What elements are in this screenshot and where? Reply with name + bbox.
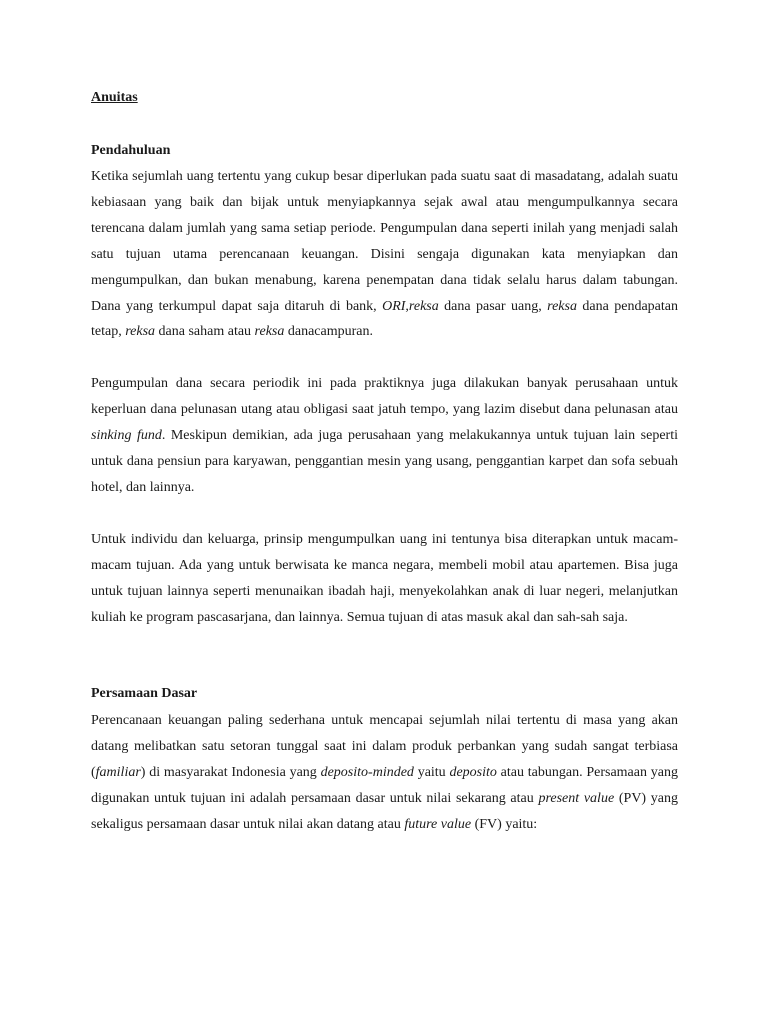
italic-term: reksa (254, 324, 285, 340)
section-heading-pendahuluan: Pendahuluan (91, 143, 171, 158)
paragraph-intro-1 (91, 164, 678, 345)
text-run: Perencanaan keuangan paling sederhana untuk mencapai sejumlah nilai tertentu di masa yang akan datang melibatkan satu setoran tunggal saat ini dalam produk perbankan yang sudah sangat terbiasa ( (91, 713, 678, 780)
italic-term: reksa (547, 298, 577, 314)
paragraph-intro-3 (91, 527, 678, 631)
text-run: (FV) yaitu: (471, 816, 538, 832)
text-run: - (368, 764, 373, 780)
italic-term: future value (404, 816, 472, 832)
text-run: Pengumpulan dana secara periodik ini pada praktiknya juga dilakukan banyak perusahaan untuk keperluan dana pelunasan utang atau obligasi saat jatuh tempo, yang lazim disebut dana pelunasan atau (91, 376, 678, 417)
text-run: . Meskipun demikian, ada juga perusahaan yang melakukannya untuk tujuan lain seperti untuk dana pensiun para karyawan, penggantian mesin yang usang, penggantian karpet dan sofa sebuah hotel, dan lainnya. (91, 427, 678, 495)
text-run: dana saham atau (155, 324, 255, 340)
text-run: dana pendapatan tetap, (91, 298, 678, 340)
text-run: yaitu (413, 764, 450, 780)
italic-term: sinking fund (91, 427, 162, 443)
italic-term: ORI (382, 298, 406, 314)
paragraph-persamaan-1 (91, 708, 678, 838)
italic-term: present value (538, 790, 615, 806)
document-title: Anuitas (91, 90, 138, 105)
text-run: danacampuran. (284, 324, 373, 340)
text-run: ) di masyarakat Indonesia yang (140, 764, 321, 780)
italic-term: familiar (95, 764, 141, 780)
paragraph-intro-2 (91, 371, 678, 501)
italic-term: deposito (449, 764, 497, 780)
italic-term: reksa (125, 324, 156, 340)
text-run: Untuk individu dan keluarga, prinsip mengumpulkan uang ini tentunya bisa diterapkan untuk macam-macam tujuan. Ada yang untuk berwisata ke manca negara, membeli mobil atau apartemen. Bisa juga untuk tujuan lainnya seperti menunaikan ibadah haji, menyekolahkan anak di luar negeri, melanjutkan kuliah ke program pascasarjana, dan lainnya. Semua tujuan di atas masuk akal dan sah-sah saja. (91, 532, 678, 625)
text-run: , (405, 298, 409, 314)
section-heading-persamaan-dasar: Persamaan Dasar (91, 686, 198, 701)
italic-term: deposito (320, 764, 369, 780)
text-run: atau tabungan. Persamaan yang digunakan untuk tujuan ini adalah persamaan dasar untuk nilai sekarang atau (91, 764, 678, 806)
text-run: dana pasar uang, (438, 298, 548, 314)
italic-term: reksa (408, 298, 439, 314)
text-run: Ketika sejumlah uang tertentu yang cukup besar diperlukan pada suatu saat di masadatang, adalah suatu kebiasaan yang baik dan bijak untuk menyiapkannya sejak awal atau mengumpulkannya secara terencana dalam jumlah yang sama setiap periode. Pengumpulan dana seperti inilah yang menjadi salah satu tujuan utama perencanaan keuangan. Disini sengaja digunakan kata menyiapkan dan mengumpulkan, dan bukan menabung, karena penempatan dana tidak selalu harus dalam tabungan. Dana yang terkumpul dapat saja ditaruh di bank, (91, 169, 678, 314)
italic-term: minded (372, 764, 414, 780)
text-run: (PV) yang sekaligus persamaan dasar untuk nilai akan datang atau (91, 790, 679, 832)
